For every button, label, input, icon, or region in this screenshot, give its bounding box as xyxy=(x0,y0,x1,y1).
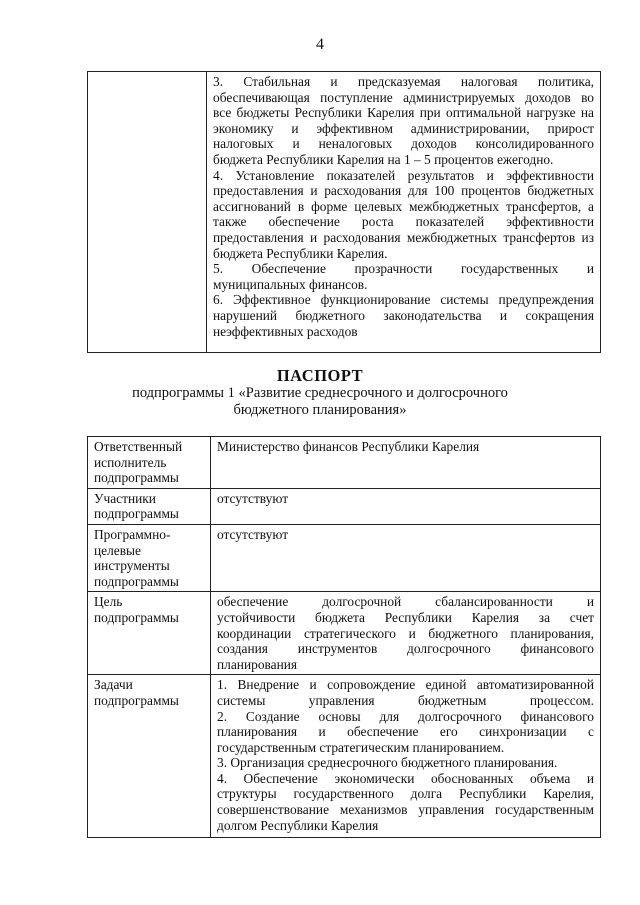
text-line: нарушений бюджетного законодательства и сокращения xyxy=(213,307,594,323)
row-tasks xyxy=(88,675,601,838)
row-participants xyxy=(88,488,601,524)
value-line: 2. Создание основы для долгосрочного финансового xyxy=(217,708,594,724)
label-cell xyxy=(88,524,211,591)
text-line: 5. Обеспечение прозрачности государственных и xyxy=(213,261,594,277)
value-line: системы управления бюджетным процессом. xyxy=(217,692,594,708)
empty-label-cell xyxy=(88,72,207,353)
value-line: создания инструментов долгосрочного финансового xyxy=(217,641,594,657)
passport-table xyxy=(87,436,601,838)
text-line: бюджета Республики Карелия. xyxy=(213,245,388,261)
value-line: государственным стратегическим планированием. xyxy=(217,739,505,755)
label-line: инструменты xyxy=(94,558,170,574)
value-line: планирования и обеспечение его синхронизации с xyxy=(217,724,594,740)
value-cell xyxy=(211,524,601,591)
value-line: 1. Внедрение и сопровождение единой автоматизированной xyxy=(217,677,594,693)
goals-continuation-table xyxy=(87,71,601,353)
passport-subtitle-line2: бюджетного планирования» xyxy=(233,402,407,418)
value-cell xyxy=(211,488,601,524)
text-line: 3. Стабильная и предсказуемая налоговая политика, xyxy=(213,74,594,89)
label-line: подпрограммы xyxy=(94,692,179,708)
value-line: планирования xyxy=(217,656,298,672)
label-cell xyxy=(88,437,211,489)
page-number: 4 xyxy=(316,36,324,53)
text-line: ассигнований в форме целевых межбюджетных трансфертов, а xyxy=(213,198,594,214)
label-cell xyxy=(88,675,211,838)
label-cell xyxy=(88,488,211,524)
label-line: подпрограммы xyxy=(94,506,179,522)
value-line: 3. Организация среднесрочного бюджетного планирования. xyxy=(217,755,558,771)
text-line: 6. Эффективное функционирование системы предупреждения xyxy=(213,292,594,308)
text-line: предоставления и расходования межбюджетных трансфертов из xyxy=(213,229,594,245)
text-line: налоговых и неналоговых доходов консолидированного xyxy=(213,136,594,152)
text-line: также обеспечение роста показателей эффективности xyxy=(213,214,594,230)
label-line: подпрограммы xyxy=(94,609,179,625)
label-line: подпрограммы xyxy=(94,573,179,589)
text-line: неэффективных расходов xyxy=(213,323,358,339)
text-line: обеспечивающая поступление администрируемых доходов во xyxy=(213,89,594,105)
value-cell xyxy=(211,675,601,838)
label-line: Задачи xyxy=(94,677,133,693)
value-line: долгом Республики Карелия xyxy=(217,817,379,833)
value-cell xyxy=(211,437,601,489)
row-responsible-executor xyxy=(88,437,601,489)
text-line: муниципальных финансов. xyxy=(213,276,368,292)
text-line: экономику и эффективном администрировании, прирост xyxy=(213,120,594,136)
label-line: Участники xyxy=(94,490,156,506)
value-line: отсутствуют xyxy=(217,526,289,542)
label-line: Программно- xyxy=(94,526,171,542)
goals-cell xyxy=(207,72,601,353)
label-line: целевые xyxy=(94,542,141,558)
value-line: обеспечение долгосрочной сбалансированности и xyxy=(217,594,594,610)
passport-subtitle-line1: подпрограммы 1 «Развитие среднесрочного и долгосрочного xyxy=(132,385,508,401)
row-goal xyxy=(88,592,601,675)
value-line: структуры государственного долга Республики Карелия, xyxy=(217,786,594,802)
label-line: подпрограммы xyxy=(94,470,179,486)
text-line: все бюджеты Республики Карелия при оптимальной нагрузке на xyxy=(213,105,594,121)
value-line: Министерство финансов Республики Карелия xyxy=(217,439,480,454)
label-cell xyxy=(88,592,211,675)
row-program-instruments xyxy=(88,524,601,591)
value-cell xyxy=(211,592,601,675)
value-line: отсутствуют xyxy=(217,490,289,506)
value-line: координации стратегического и бюджетного планирования, xyxy=(217,625,594,641)
text-line: 4. Установление показателей результатов и эффективности xyxy=(213,167,594,183)
passport-title: ПАСПОРТ xyxy=(276,366,364,385)
value-line: устойчивости бюджета Республики Карелия за счет xyxy=(217,609,594,625)
text-line: бюджета Республики Карелия на 1 – 5 процентов ежегодно. xyxy=(213,151,554,167)
label-line: Цель xyxy=(94,594,123,610)
value-line: совершенствование механизмов управления государственным xyxy=(217,802,594,818)
label-line: Ответственный xyxy=(94,439,183,454)
value-line: 4. Обеспечение экономически обоснованных объема и xyxy=(217,770,594,786)
label-line: исполнитель xyxy=(94,454,167,470)
text-line: предоставления и расходования для 100 процентов бюджетных xyxy=(213,183,594,199)
